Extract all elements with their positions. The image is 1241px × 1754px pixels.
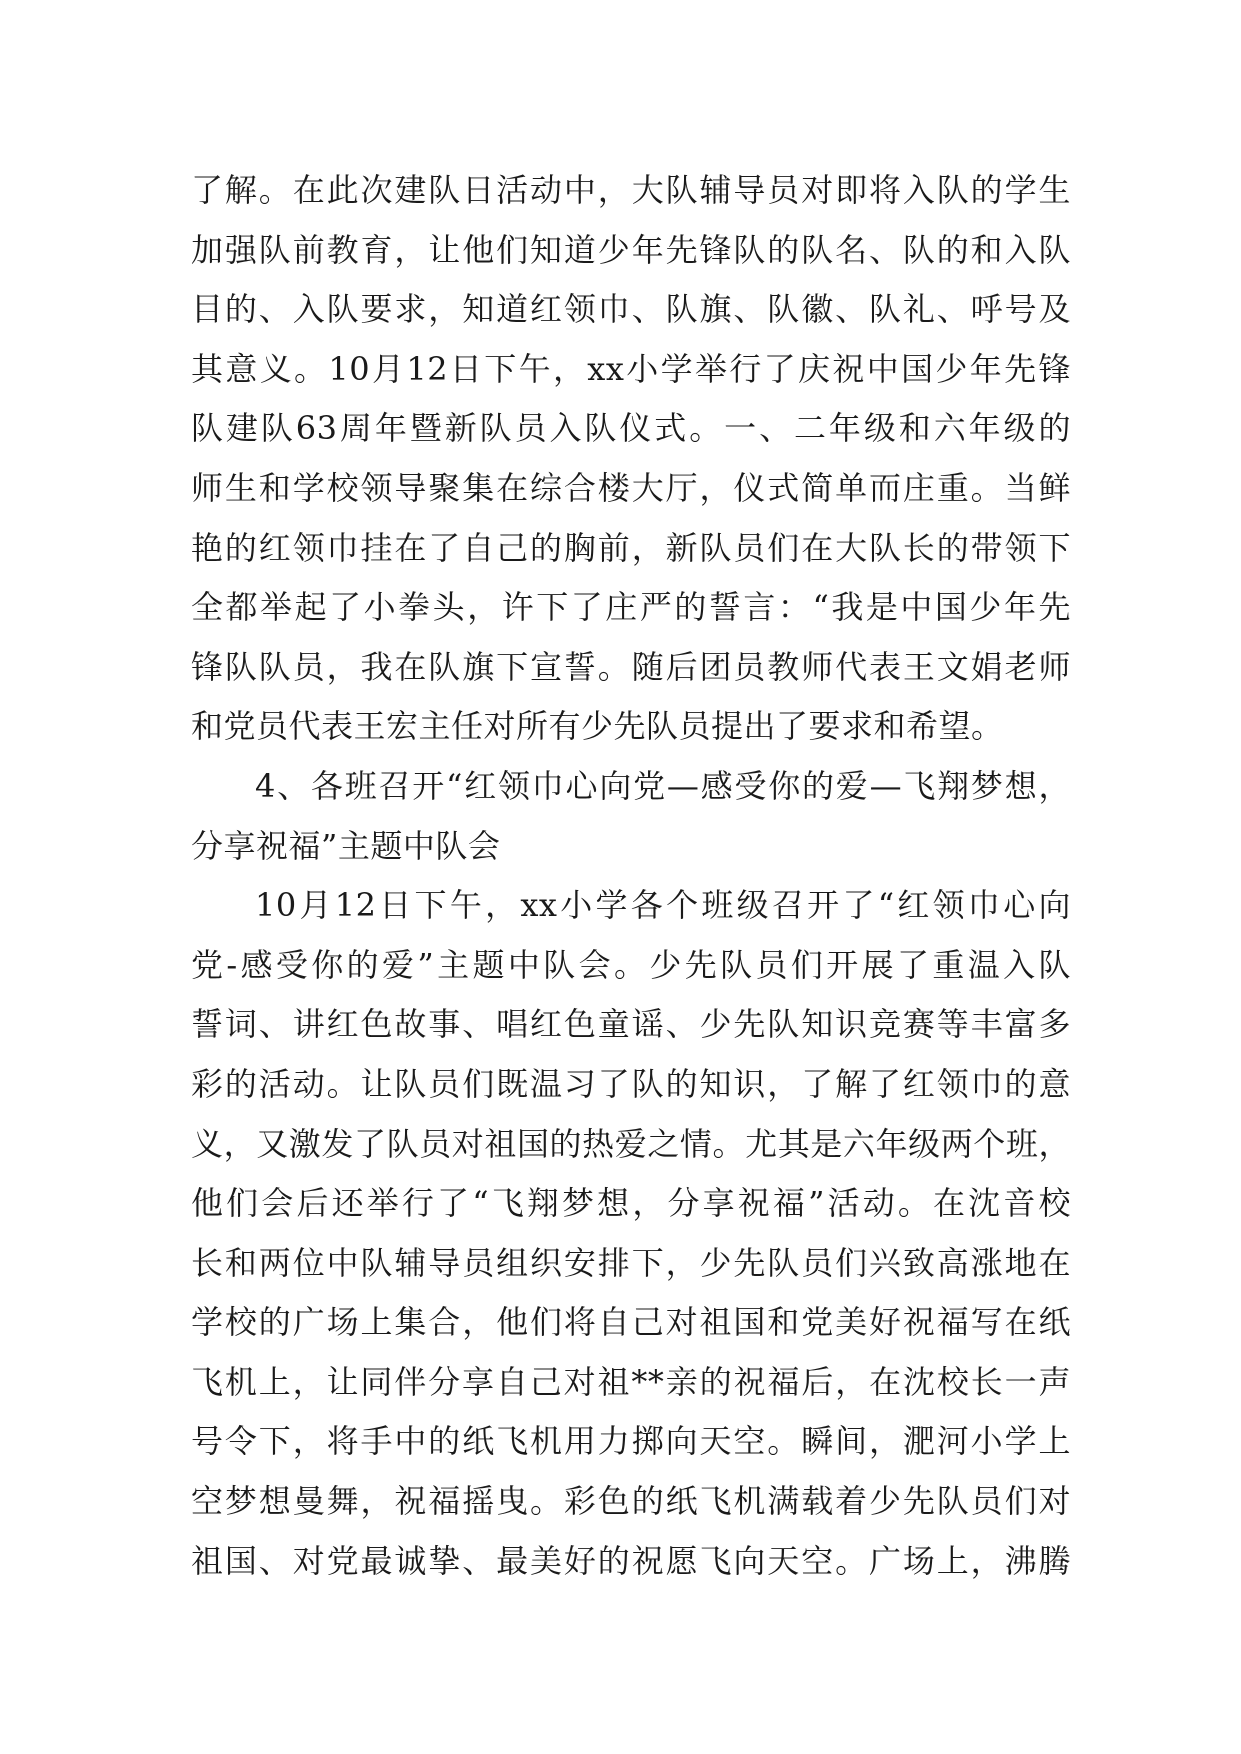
text-line: 他们会后还举行了“飞翔梦想，分享祝福”活动。在沈音校 [191,1184,1071,1223]
text-line: 和党员代表王宏主任对所有少先队员提出了要求和希望。 [191,707,1004,746]
text-line: 长和两位中队辅导员组织安排下，少先队员们兴致高涨地在 [191,1243,1071,1282]
text-line: 其意义。10月12日下午，xx小学举行了庆祝中国少年先锋 [191,349,1071,388]
text-line: 号令下，将手中的纸飞机用力掷向天空。瞬间，淝河小学上 [191,1422,1071,1461]
document-body [191,161,1071,1591]
text-line: 艳的红领巾挂在了自己的胸前，新队员们在大队长的带领下 [191,528,1071,567]
text-line: 师生和学校领导聚集在综合楼大厅，仪式简单而庄重。当鲜 [191,468,1071,507]
text-line: 10月12日下午，xx小学各个班级召开了“红领巾心向 [255,886,1071,925]
text-line: 誓词、讲红色故事、唱红色童谣、少先队知识竞赛等丰富多 [191,1005,1071,1044]
text-line: 了解。在此次建队日活动中，大队辅导员对即将入队的学生 [191,171,1071,209]
text-line: 队建队63周年暨新队员入队仪式。一、二年级和六年级的 [191,409,1071,448]
text-line: 学校的广场上集合，他们将自己对祖国和党美好祝福写在纸 [191,1303,1071,1342]
text-line: 锋队队员，我在队旗下宣誓。随后团员教师代表王文娟老师 [191,647,1071,686]
section-heading-line: 4、各班召开“红领巾心向党—感受你的爱—飞翔梦想， [255,766,1071,805]
text-line: 加强队前教育，让他们知道少年先锋队的队名、队的和入队 [191,230,1071,269]
section-heading-line: 分享祝福”主题中队会 [191,826,501,865]
text-line: 党-感受你的爱”主题中队会。少先队员们开展了重温入队 [191,945,1071,984]
text-line: 祖国、对党最诚挚、最美好的祝愿飞向天空。广场上，沸腾 [191,1541,1071,1580]
text-line: 全都举起了小拳头，许下了庄严的誓言：“我是中国少年先 [191,588,1071,627]
text-line: 目的、入队要求，知道红领巾、队旗、队徽、队礼、呼号及 [191,290,1071,329]
text-line: 彩的活动。让队员们既温习了队的知识，了解了红领巾的意 [191,1064,1071,1103]
text-line: 义，又激发了队员对祖国的热爱之情。尤其是六年级两个班， [191,1124,1071,1163]
text-line: 飞机上，让同伴分享自己对祖**亲的祝福后，在沈校长一声 [191,1362,1071,1401]
text-line: 空梦想曼舞，祝福摇曳。彩色的纸飞机满载着少先队员们对 [191,1482,1071,1521]
